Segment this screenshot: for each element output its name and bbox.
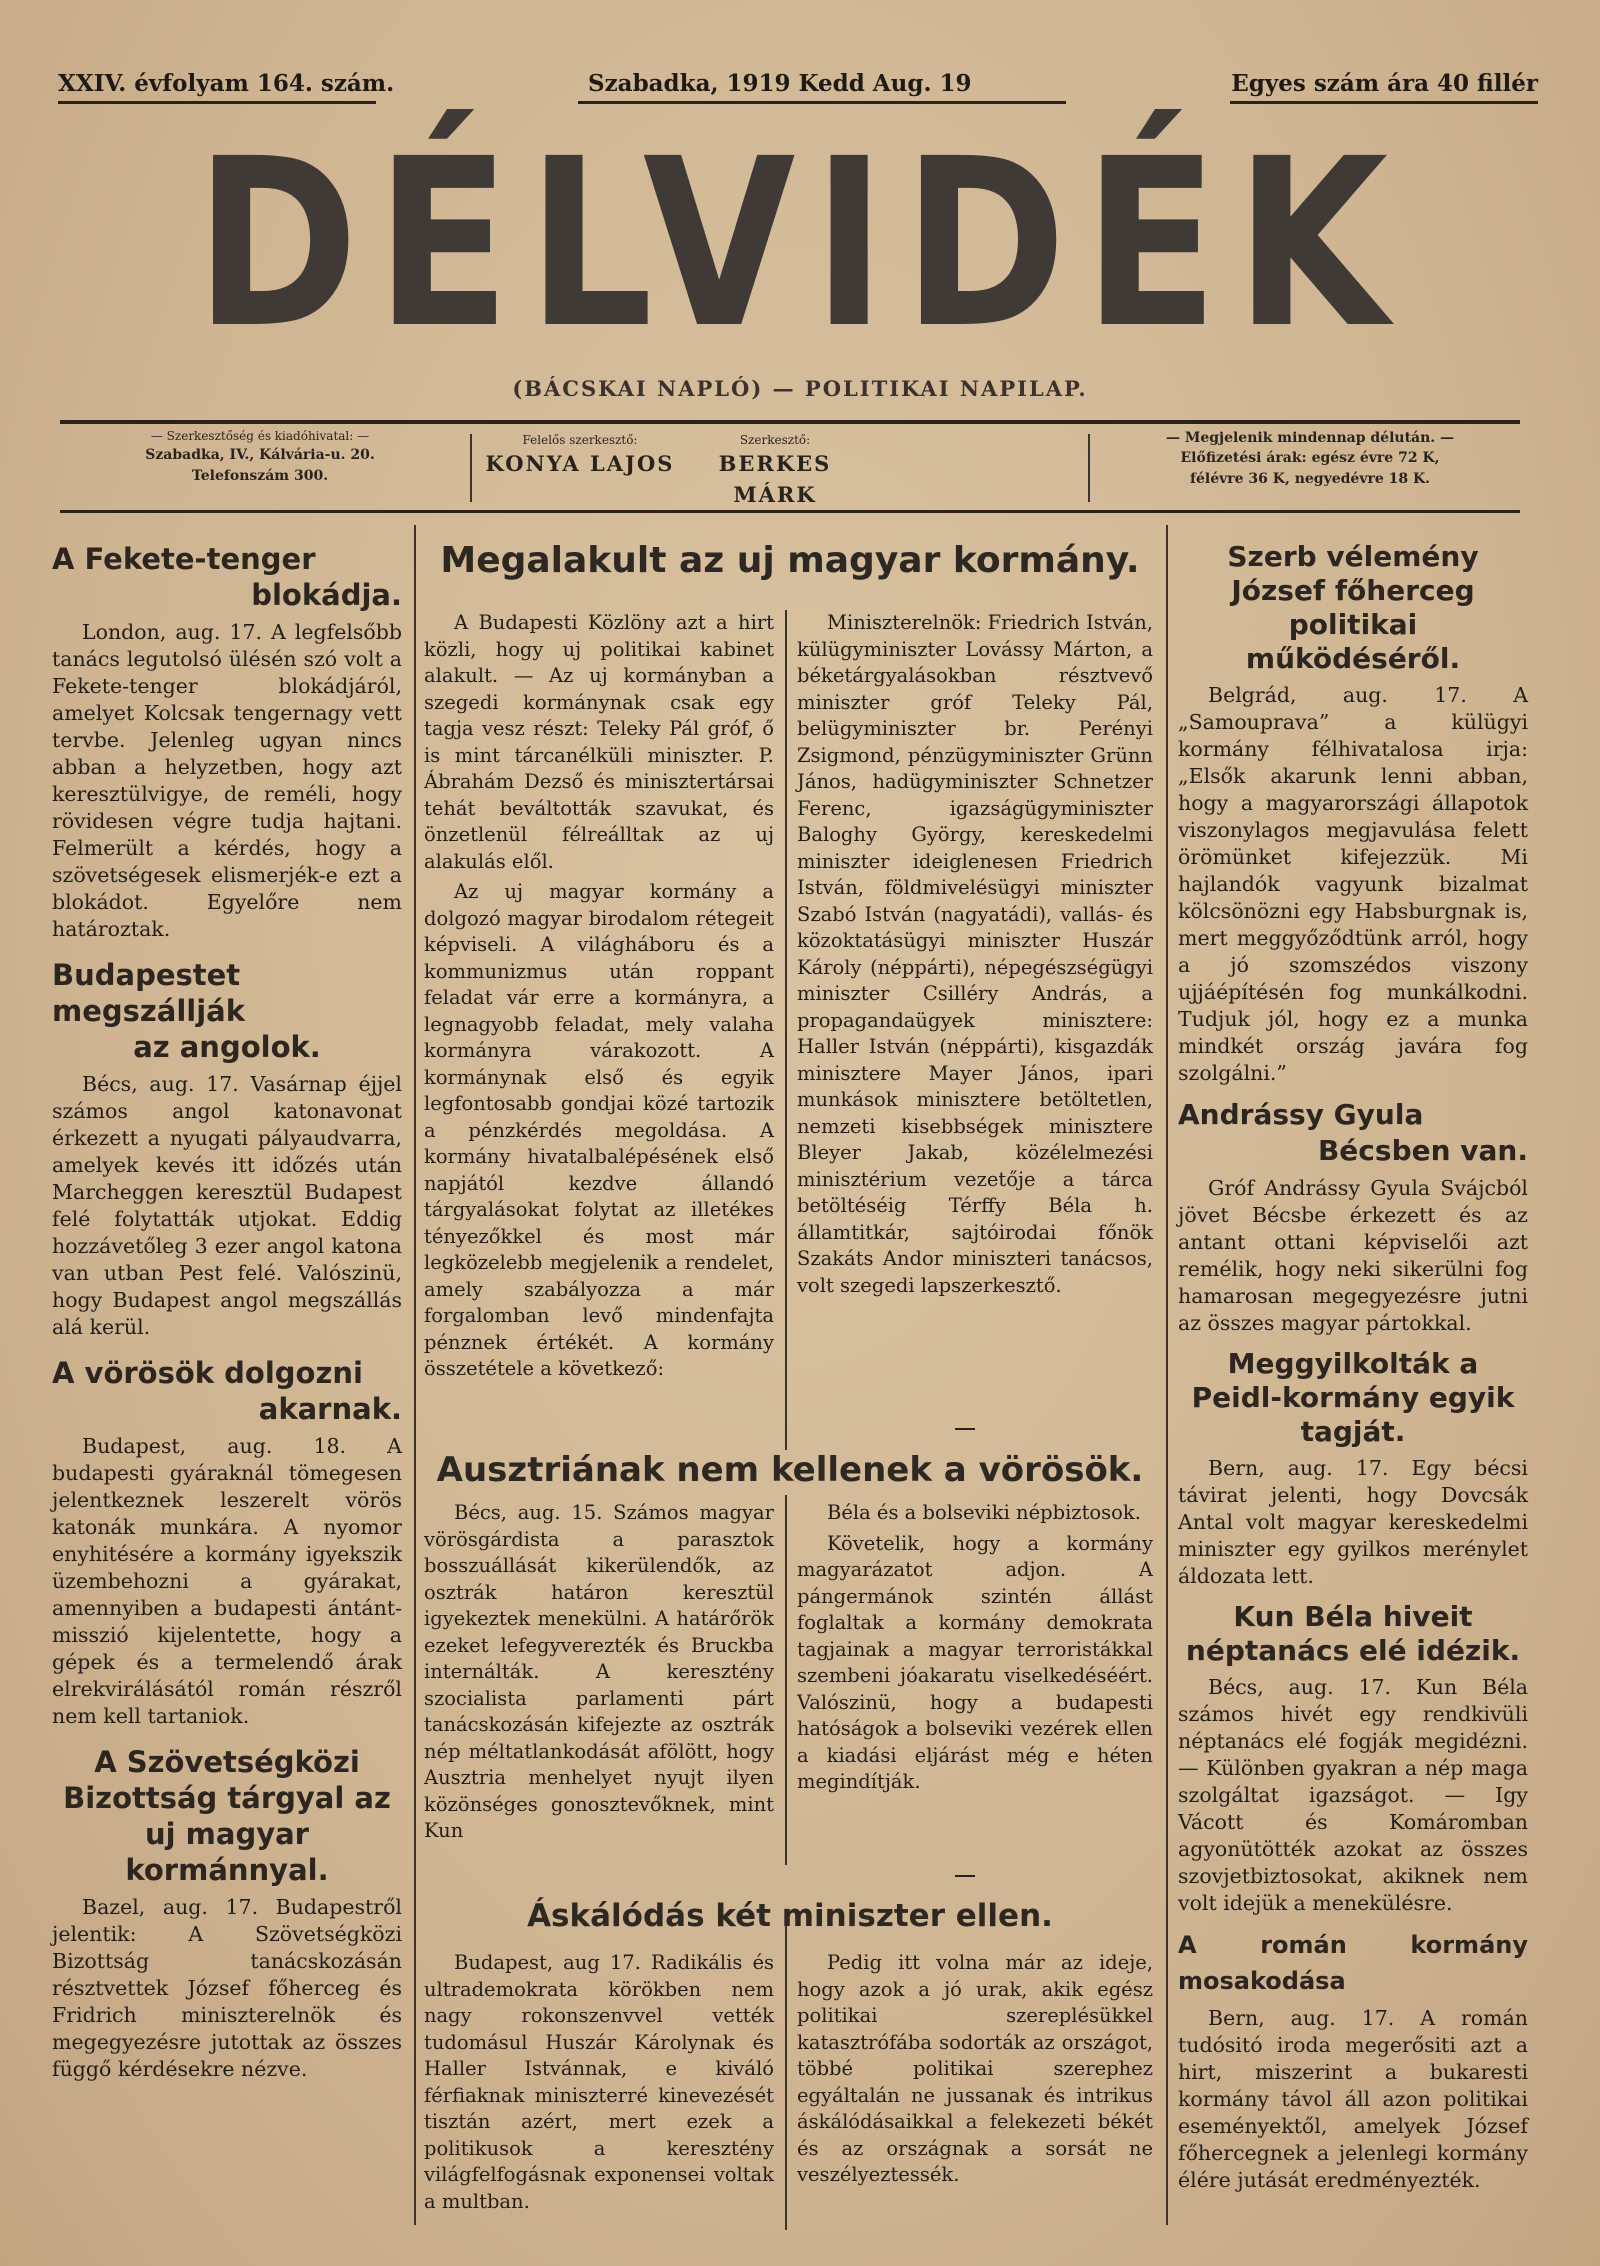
ausztria-column-right [797, 1500, 1153, 1800]
headline-fekete-a: A Fekete-tenger [52, 542, 316, 576]
headline-kormany: Megalakult az uj magyar kormány. [440, 540, 1140, 581]
office-box [60, 428, 460, 508]
column-divider-right [1166, 525, 1168, 2225]
top-info-line [58, 66, 1538, 106]
underline-right [1230, 101, 1538, 104]
editor-box [480, 428, 850, 508]
office-address: Szabadka, IV., Kálvária-u. 20. [145, 447, 375, 464]
headline-budapest-b: az angolok. [133, 1030, 321, 1064]
ausztria-column-left [424, 1500, 774, 1849]
article-ausztria-body-3: Követelik, hogy a kormány magyarázatot adjon. A pángermánok szintén állást foglaltak a kormány demokrata tagjainak a magyar terroristákkal szembeni jóakaratu viselkedéséért. Valószinü, hogy a budapesti hatóságok a bolseviki vezérek ellen a kiadási eljárást még e héten megindítják. [797, 1531, 1153, 1793]
article-roman-body: Bern, aug. 17. A román tudósitó iroda megerősiti azt a hirt, miszerint a bukaresti kormány távol áll azon politikai eseményektől, amelyek József főhercegnek a jelenlegi kormány élére jutását eredményezték. [1178, 2006, 1528, 2192]
issue-date: Szabadka, 1919 Kedd Aug. 19 [588, 70, 972, 97]
headline-andrassy-a: Andrássy Gyula [1178, 1098, 1424, 1131]
askalodas-column-left [424, 1950, 774, 2219]
headline-ausztria: Ausztriának nem kellenek a vörösök. [436, 1450, 1144, 1490]
editor-name: KONYA LAJOS [485, 451, 675, 477]
article-szerb-body: Belgrád, aug. 17. A „Samouprava” a külügyi kormány félhivatalosa irja: „Elsők akarunk lenni abban, hogy a magyarországi állapotok viszonylagos megjavulása felett örömünket kifejezzük. Mi hajlandók vagyunk bizalmat kölcsönözni egy Habsburgnak is, mert meggyőződtünk arról, hogy a jó szomszédos viszony ujjáépítésén fog munkálkodni. Tudjuk jól, hogy ez a munka mindkét ország javára fog szolgálni.” [1178, 683, 1528, 1085]
article-kormany-body-1: A Budapesti Közlöny azt a hirt közli, hogy uj politikai kabinet alakult. — Az uj kormányban a szegedi kormánynak csak egy tagja vesz részt: Teleky Pál gróf, ő is mint tárcanélküli miniszter. P. Ábrahám Dezső és minisztertársai tehát beváltották szavukat, és önzetlenül félreálltak az uj alakulás elől. [424, 611, 774, 873]
subscription-box [1100, 428, 1520, 508]
subscription-line-3: félévre 36 K, negyedévre 18 K. [1189, 470, 1431, 487]
headline-askalodas: Áskálódás két miniszter ellen. [527, 1898, 1053, 1934]
article-ausztria-body-2: Béla és a bolseviki népbiztosok. [827, 1501, 1141, 1524]
article-ausztria-body-1: Bécs, aug. 15. Számos magyar vörösgárdista a parasztok bosszuállását kikerülendők, az osztrák határon keresztül igyekeztek menekülni. A határőrök ezeket lefegyverezték és Bruckba internálták. A keresztény szocialista parlamenti párt tanácskozásán kifejezte az osztrák nép méltatlankodását afölött, hogy Ausztria menhelyet nyujt ilyen közönséges gonosztevőknek, mint Kun [424, 1501, 774, 1842]
issue-number: XXIV. évfolyam 164. szám. [58, 70, 395, 97]
issue-price: Egyes szám ára 40 fillér [1231, 70, 1538, 97]
askalodas-column-right [797, 1950, 1153, 2193]
headline-vorosok-b: akarnak. [258, 1392, 402, 1426]
headline-szerb: Szerb vélemény József főherceg politikai működéséről. [1227, 540, 1479, 675]
article-andrassy-body: Gróf Andrássy Gyula Svájcból jövet Bécsbe érkezett és az antant ottani képviselői azt remélik, hogy neki sikerülni fog hamarosan megegyezésre jutni az összes magyar pártokkal. [1178, 1176, 1528, 1335]
center-divider-lower [785, 1910, 787, 2230]
center-column-left [424, 610, 774, 1387]
headline-kun: Kun Béla hiveit néptanács elé idézik. [1185, 1600, 1521, 1667]
office-label: — Szerkesztőség és kiadóhivatal: — [150, 429, 370, 443]
column-divider-left [414, 525, 416, 2225]
center-divider-middle [785, 1495, 787, 1865]
article-kormany-body-3: Miniszterelnök: Friedrich István, külügyminiszter Lovássy Márton, a béketárgyalásokban résztvevő miniszter gróf Teleky Pál, belügyminiszter br. Perényi Zsigmond, pénzügyminiszter Grünn János, hadügyminiszter Schnetzer Ferenc, igazságügyminiszter Baloghy György, kereskedelmi miniszter ideiglenesen Friedrich István, földmivelésügyi miniszter Szabó István (nagyatádi), vallás- és közoktatásügyi miniszter Huszár Károly (néppárti), népegészségügyi miniszter Csilléry András, a propagandaügyek minisztere: Haller István (néppárti), kisgazdák minisztere Mayer János, ipari munkások minisztere betöltetlen, nemzeti kisebbségek minisztere Bleyer Jakab, közélelmezési minisztérium vezetője a tárca betöltéséig Térffy Béla h. államtitkár, sajtóirodai főnök Szakáts Andor miniszteri tanácsos, volt szegedi lapszerkesztő. [797, 611, 1153, 1297]
article-fekete-body: London, aug. 17. A legfelsőbb tanács legutolsó ülésén szó volt a Fekete-tenger blokádjáról, amelyet Kolcsak tengernagy vett tervbe. Jelenleg ugyan nincs abban a helyzetben, hogy azt keresztülvigye, de reméli, hogy rövidesen végre tudja hajtani. Felmerült a kérdés, hogy a szövetségesek elismerjék-e ezt a blokádot. Egyelőre nem határoztak. [52, 620, 402, 941]
headline-peidl: Meggyilkolták a Peidl-kormány egyik tagját. [1191, 1347, 1515, 1448]
article-kun-body: Bécs, aug. 17. Kun Béla számos hivét egy rendkivüli néptanács elé fogják megidézni. — Különben gyakran a nép maga szolgáltat igazságot. — Igy Vácott és Komáromban agyonütötték azokat az összes szovjetbiztosokat, akiknek nem volt idejük a menekülésre. [1178, 1675, 1528, 1915]
article-peidl-body: Bern, aug. 17. Egy bécsi távirat jelenti, hogy Dovcsák Antal volt magyar kereskedelmi miniszter egy gyilkos merénylet áldozata lett. [1178, 1456, 1528, 1588]
underline-center [578, 101, 1066, 104]
headline-szovetsegkozi: A Szövetségközi Bizottság tárgyal az uj magyar kormánnyal. [63, 1745, 391, 1887]
editor-label: Felelős szerkesztő: [522, 433, 638, 447]
subscription-line-2: Előfizetési árak: egész évre 72 K, [1180, 450, 1440, 467]
coeditor-label: Szerkesztő: [739, 433, 811, 447]
headline-andrassy-b: Bécsben van. [1317, 1134, 1528, 1167]
info-bar [60, 428, 1520, 508]
center-column-right [797, 610, 1153, 1303]
left-column [52, 535, 402, 2087]
coeditor-name: BERKES MÁRK [718, 451, 832, 507]
article-kormany-body-2: Az uj magyar kormány a dolgozó magyar birodalom rétegeit képviseli. A világháboru és a kommunizmus után roppant feladat vár erre a kormányra, a legnagyobb feladat, mely valaha kormányra várakozott. A kormánynak első és egyik legfontosabb gondjai közé tartozik a pénzkérdés megoldása. A kormány hivatalbalépésének első napjától kezdve állandó tárgyalásokat folytat az illetékes tényezőkkel és most már legközelebb megjelenik a rendelet, amely szabályozza a már forgalomban levő mindenfajta pénznek értékét. A kormány összetétele a következő: [424, 880, 774, 1380]
masthead-title: DÉLVIDÉK [194, 109, 1406, 379]
subscription-line-1: — Megjelenik mindennap délután. — [1165, 430, 1455, 446]
right-column [1178, 540, 1528, 2198]
headline-fekete-b: blokádja. [251, 578, 402, 612]
separator-dash-1 [955, 1428, 975, 1430]
article-szovetsegkozi-body: Bazel, aug. 17. Budapestről jelentik: A Szövetségközi Bizottság tanácskozásán résztvettek József főherceg és Fridrich miniszterelnök és megegyezésre jutottak az összes függő kérdésekre nézve. [52, 1895, 402, 2081]
header-rule-bottom [60, 510, 1520, 513]
info-divider-2 [1088, 434, 1090, 502]
office-phone: Telefonszám 300. [191, 467, 329, 484]
masthead-subtitle: (BÁCSKAI NAPLÓ) — POLITIKAI NAPILAP. [512, 376, 1088, 401]
article-askalodas-body-1: Budapest, aug 17. Radikális és ultrademokrata körökben nem nagy rokonszenvvel vették tudomásul Huszár Károlynak és Haller Istvánnak, e kiváló férfiaknak miniszterré kinevezését tisztán azért, mert ezek a politikusok a keresztény világfelfogásnak exponensei voltak a multban. [424, 1951, 774, 2213]
underline-left [58, 101, 376, 104]
center-divider-upper [785, 610, 787, 1450]
article-askalodas-body-2: Pedig itt volna már az ideje, hogy azok a jó urak, akik egész politikai szereplésükkel katasztrófába sodorták az országot, többé politikai szerephez egyáltalán ne jussanak és intrikus áskálódásaikkal a felekezeti békét és az országnak a sorsát ne veszélyeztessék. [797, 1951, 1153, 2186]
headline-vorosok-a: A vörösök dolgozni [52, 1356, 363, 1390]
article-budapest-body: Bécs, aug. 17. Vasárnap éjjel számos angol katonavonat érkezett a nyugati pályaudvarra, amelyek kevés itt időzés után Marcheggen keresztül Budapest felé folytatták utjokat. Eddig hozzávetőleg 3 ezer angol katona van utban Pest felé. Valószinü, hogy Budapest angol megszállás alá kerül. [52, 1072, 402, 1339]
info-divider-1 [470, 434, 472, 502]
headline-budapest-a: Budapestet megszállják [52, 958, 246, 1028]
header-rule-top [60, 420, 1520, 424]
headline-roman: A román kormány mosakodása [1178, 1931, 1528, 1995]
separator-dash-2 [955, 1875, 975, 1877]
article-vorosok-body: Budapest, aug. 18. A budapesti gyáraknál tömegesen jelentkeznek leszerelt vörös katonák munkára. A nyomor enyhitésére a kormány igyekszik üzembehozni a gyárakat, amennyiben a budapesti ántánt-misszió kijelentette, hogy a gépek és a termelendő árak elrekvirálásától román részről nem kell tartaniok. [52, 1434, 402, 1728]
